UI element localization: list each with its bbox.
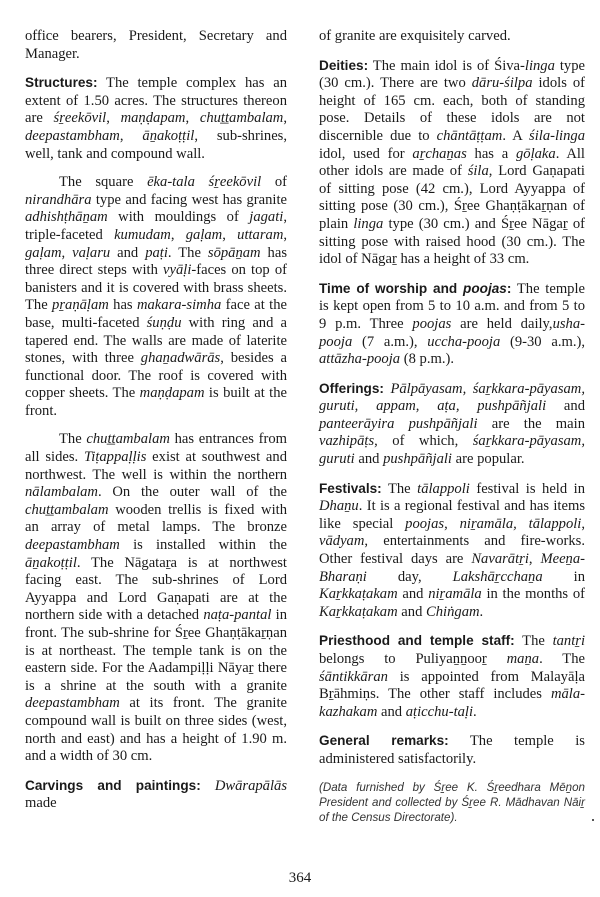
italic-term: Lakshāṟcchaṉa xyxy=(452,568,543,585)
paragraph xyxy=(319,28,585,46)
italic-term: Kaṟkkaṭakam xyxy=(319,586,398,603)
italic-term: vyāḷi xyxy=(163,262,192,279)
paragraph xyxy=(25,174,287,420)
italic-term: Chiṅgam xyxy=(426,603,480,620)
section-paragraph xyxy=(319,480,585,622)
section-heading: Deities: xyxy=(319,57,369,73)
text-run: , xyxy=(283,110,288,127)
italic-term: śāntikkāran xyxy=(319,668,388,685)
text-run: type and facing west has granite xyxy=(91,191,287,208)
text-run: and xyxy=(110,244,146,261)
text-run: at its front. The granite compound wall is built on three sides (west, north and east) and has a height of 1.90 m. and a width of 30 cm. xyxy=(25,695,287,765)
italic-term: kumudam xyxy=(114,226,171,243)
italic-term: vādyam xyxy=(319,533,365,550)
text-run: , xyxy=(283,226,288,243)
text-run: type (30 cm.). There are two xyxy=(319,57,585,92)
text-run: made xyxy=(25,795,57,812)
text-run: face at the base, multi-faceted xyxy=(25,297,287,331)
text-run: office bearers, President, Secretary and Manager. xyxy=(25,28,287,62)
text-run: in xyxy=(542,568,585,585)
section-heading-italic: poojas xyxy=(463,280,507,296)
text-run: , xyxy=(61,244,73,261)
text-run: in front. The sub-shrine for Śṟee Ghaṇṭākaṟṇan is at northeast. The temple tank is on the eastern side. For the Aadampiḷḷi Nāyaṟ there is a shrine at the south with a granite xyxy=(25,607,288,694)
text-run: are popular. xyxy=(451,451,525,468)
text-run: , xyxy=(170,226,186,243)
italic-term: deepastambham xyxy=(25,695,120,712)
italic-term: linga xyxy=(524,57,555,74)
italic-term: śila-linga xyxy=(529,127,585,144)
italic-term: tantṟi xyxy=(552,633,585,650)
section-heading-end: : xyxy=(506,280,512,296)
italic-term: makara-simha xyxy=(136,297,222,314)
text-run: are held daily, xyxy=(451,315,553,332)
italic-term: maṉa xyxy=(506,651,540,667)
italic-term: Meeṉa-Bharaṇi xyxy=(319,551,586,585)
italic-term: chuṯṯambalam xyxy=(199,110,284,127)
italic-term: śila xyxy=(467,163,489,180)
text-run: . xyxy=(479,603,484,620)
section-paragraph xyxy=(319,280,585,369)
paragraph xyxy=(25,431,287,765)
text-run: has entrances from all sides. xyxy=(25,431,287,466)
text-run: . The xyxy=(167,244,208,261)
text-run: . The xyxy=(539,651,585,667)
text-run: The xyxy=(59,431,87,448)
section-paragraph xyxy=(25,777,287,813)
text-run: (9-30 a.m.), xyxy=(500,333,585,350)
italic-term: āṉakoṭṭil xyxy=(25,554,77,571)
section-paragraph xyxy=(319,632,585,721)
italic-term: aṭicchu-taḷi xyxy=(405,703,474,720)
italic-term: linga xyxy=(353,215,384,232)
text-run: exist at southwest and northwest. The well is within the northern xyxy=(25,449,287,483)
italic-term: panteerāyira pushpāñjali xyxy=(319,415,478,432)
section-heading: Festivals: xyxy=(319,480,382,496)
italic-term: jagati xyxy=(249,209,284,226)
text-run: . All other idols are made of xyxy=(319,145,585,180)
text-run: , xyxy=(444,515,460,532)
text-run: has a xyxy=(466,145,516,162)
text-run: type (30 cm.) and Śṟee Nāgaṟ of sitting pose with raised hood (30 cm.). The idol of Nāgaṟ has a height of 33 cm. xyxy=(319,215,585,268)
italic-term: gaḷam xyxy=(25,244,62,261)
text-run: The square xyxy=(59,174,148,191)
italic-term: Dhaṉu xyxy=(319,498,359,515)
section-heading: Offerings: xyxy=(319,380,384,396)
italic-term: uccha-pooja xyxy=(427,333,501,350)
italic-term: poojas xyxy=(405,515,445,532)
text-run: festival is held in xyxy=(469,480,585,497)
italic-term: Kaṟkkaṭakam xyxy=(319,603,398,620)
text-run: with ring and a tapered end. The walls are made of laterite stones, with three xyxy=(25,314,287,367)
text-run: are the main xyxy=(477,415,585,432)
section-heading: General remarks: xyxy=(319,733,449,749)
text-run: and xyxy=(546,398,585,415)
text-run: of xyxy=(261,174,288,191)
italic-term: poojas xyxy=(412,315,452,332)
italic-term: niṟamāla, tālappoli xyxy=(459,515,582,532)
italic-term: deepastambham xyxy=(25,127,120,144)
italic-term: gōḷaka xyxy=(515,145,556,162)
text-run: (7 a.m.), xyxy=(352,333,428,350)
italic-term: chāntāṭṭam xyxy=(436,127,503,144)
text-run: , xyxy=(528,551,541,568)
section-paragraph xyxy=(319,732,585,768)
stray-mark xyxy=(592,819,594,821)
italic-term: dāru-śilpa xyxy=(471,75,533,92)
text-run: , triple-faceted xyxy=(25,209,287,243)
italic-term: paṭi xyxy=(145,244,168,261)
text-run: The temple complex has an extent of 1.50 acres. The structures thereon are xyxy=(25,75,287,127)
italic-term: āṉakoṭṭil xyxy=(142,127,195,144)
italic-term: Pālpāyasam, śaṟkkara-pāyasam, guruti, appam, aṭa, pushpāñjali xyxy=(319,380,585,415)
italic-term: tālappoli xyxy=(417,480,470,497)
text-run: is built at the front. xyxy=(25,385,287,419)
italic-term: sōpāṉam xyxy=(207,244,261,261)
text-run: with mouldings of xyxy=(107,209,250,226)
italic-term: nālambalam xyxy=(25,484,98,501)
text-run: day, xyxy=(366,568,453,585)
citation-note xyxy=(319,780,585,825)
italic-term: nirandhāra xyxy=(25,191,92,208)
text-run: The temple is kept open from 5 to 10 a.m. and from 5 to 9 p.m. Three xyxy=(319,280,585,332)
section-heading: Priesthood and temple staff: xyxy=(319,633,515,649)
page-number: 364 xyxy=(288,870,312,886)
italic-term: niṟamāla xyxy=(428,586,482,603)
text-run: , of which, xyxy=(374,433,473,450)
text-run: , xyxy=(185,110,200,127)
italic-term: pushpāñjali xyxy=(383,451,452,468)
section-paragraph xyxy=(319,380,585,469)
section-paragraph xyxy=(319,57,585,269)
left-column xyxy=(25,28,287,824)
italic-term: chuṯṯambalam xyxy=(25,501,109,518)
italic-term: gaḷam xyxy=(185,226,223,243)
text-run: has three direct steps with xyxy=(25,244,288,279)
section-paragraph xyxy=(25,74,287,163)
right-column xyxy=(319,28,585,836)
italic-term: pṟaṇāḷam xyxy=(52,297,109,314)
italic-term: Navarātṟi xyxy=(471,551,529,568)
paragraph xyxy=(25,28,287,63)
text-run: and xyxy=(397,586,429,603)
text-run: The xyxy=(381,480,418,497)
text-run: -faces on top of banisters and it is covered with brass sheets. The xyxy=(25,262,287,314)
text-run: idol, used for xyxy=(319,145,413,162)
section-heading: Time of worship and xyxy=(319,280,464,296)
text-run: . xyxy=(473,703,477,720)
text-run: has xyxy=(108,297,137,314)
italic-term: chuṯṯambalam xyxy=(86,431,170,448)
text-run: in the months of xyxy=(481,586,585,603)
italic-term: śṟeekōvil xyxy=(53,110,107,127)
italic-term: Dwārapālās xyxy=(214,777,287,794)
text-run: and xyxy=(397,603,427,620)
text-run: is appointed from Malayāḷa Bṟāhmiṇs. The other staff includes xyxy=(319,668,585,703)
text-run: , xyxy=(106,110,121,127)
text-run: belongs to Puliyaṉṉooṟ xyxy=(319,651,507,667)
text-run: (Data furnished by Śṟee K. Śṟeedhara Mēṉon President and collected by Śṟee R. Mādhavan Nāiṟ of the Census Directorate). xyxy=(319,780,585,824)
italic-term: usha-pooja xyxy=(319,315,585,350)
italic-term: adhishṭhāṉam xyxy=(25,209,108,226)
italic-term: māla-kazhakam xyxy=(319,686,585,720)
text-run: , xyxy=(581,515,586,532)
italic-term: uttaram xyxy=(237,226,284,243)
text-run: . On the outer wall of the xyxy=(97,484,287,501)
text-run: The temple is administered satisfactorily. xyxy=(319,733,585,767)
italic-term: śuṇḍu xyxy=(146,314,182,331)
text-run: The main idol is of Śiva- xyxy=(368,57,525,74)
text-run: , xyxy=(222,226,238,243)
italic-term: naṭa-pantal xyxy=(203,607,272,624)
text-run: idols of height of 165 cm. each, both of standing pose. Details of these idols are not discernible due to xyxy=(319,75,585,144)
italic-term: vaḷaru xyxy=(72,244,111,261)
text-run: , besides a functional door. The roof is covered with copper sheets. The xyxy=(25,350,287,402)
text-run: , entertainments and fire-works. Other festival days are xyxy=(319,533,585,568)
text-run: . The Nāgataṟa is at northwest facing east. The sub-shrines of Lord Ayyappa and Lord Gaṇapati are at the northern side with a detached xyxy=(25,554,287,624)
text-run: , xyxy=(119,127,143,144)
italic-term: maṇḍapam xyxy=(139,385,205,402)
text-run: is installed within the xyxy=(119,537,287,554)
text-run: wooden trellis is fixed with an array of metal lamps. The bronze xyxy=(25,501,287,536)
text-run: . A xyxy=(502,127,530,144)
section-heading: Structures: xyxy=(25,75,98,91)
text-run: The xyxy=(514,633,553,650)
italic-term: ēka-tala śṟeekōvil xyxy=(147,174,262,191)
text-run xyxy=(201,778,215,794)
text-run: and xyxy=(354,451,384,468)
italic-term: śaṟkkara-pāyasam, guruti xyxy=(319,433,585,468)
text-run: , sub-shrines, well, tank and compound wall. xyxy=(25,127,287,162)
text-run: of granite are exquisitely carved. xyxy=(319,28,511,44)
text-run: and xyxy=(377,703,406,720)
italic-term: ghaṉadwārās xyxy=(140,350,221,367)
italic-term: vazhipāṭs xyxy=(319,433,375,450)
italic-term: attāzha-pooja xyxy=(319,351,401,368)
italic-term: deepastambham xyxy=(25,537,120,554)
text-run: (8 p.m.). xyxy=(400,351,454,368)
text-run: , Lord Gaṇapati of sitting pose (42 cm.), Lord Ayyappa of sitting pose (30 cm.), Śṟee Ghaṇṭākaṟṇan of plain xyxy=(319,163,585,232)
text-run: . It is a regional festival and has items like special xyxy=(319,498,585,532)
italic-term: aṟchaṉas xyxy=(412,145,467,162)
italic-term: maṇḍapam xyxy=(120,110,186,127)
italic-term: Tiṭappaḷḷis xyxy=(83,449,147,466)
section-heading: Carvings and paintings: xyxy=(25,777,201,793)
